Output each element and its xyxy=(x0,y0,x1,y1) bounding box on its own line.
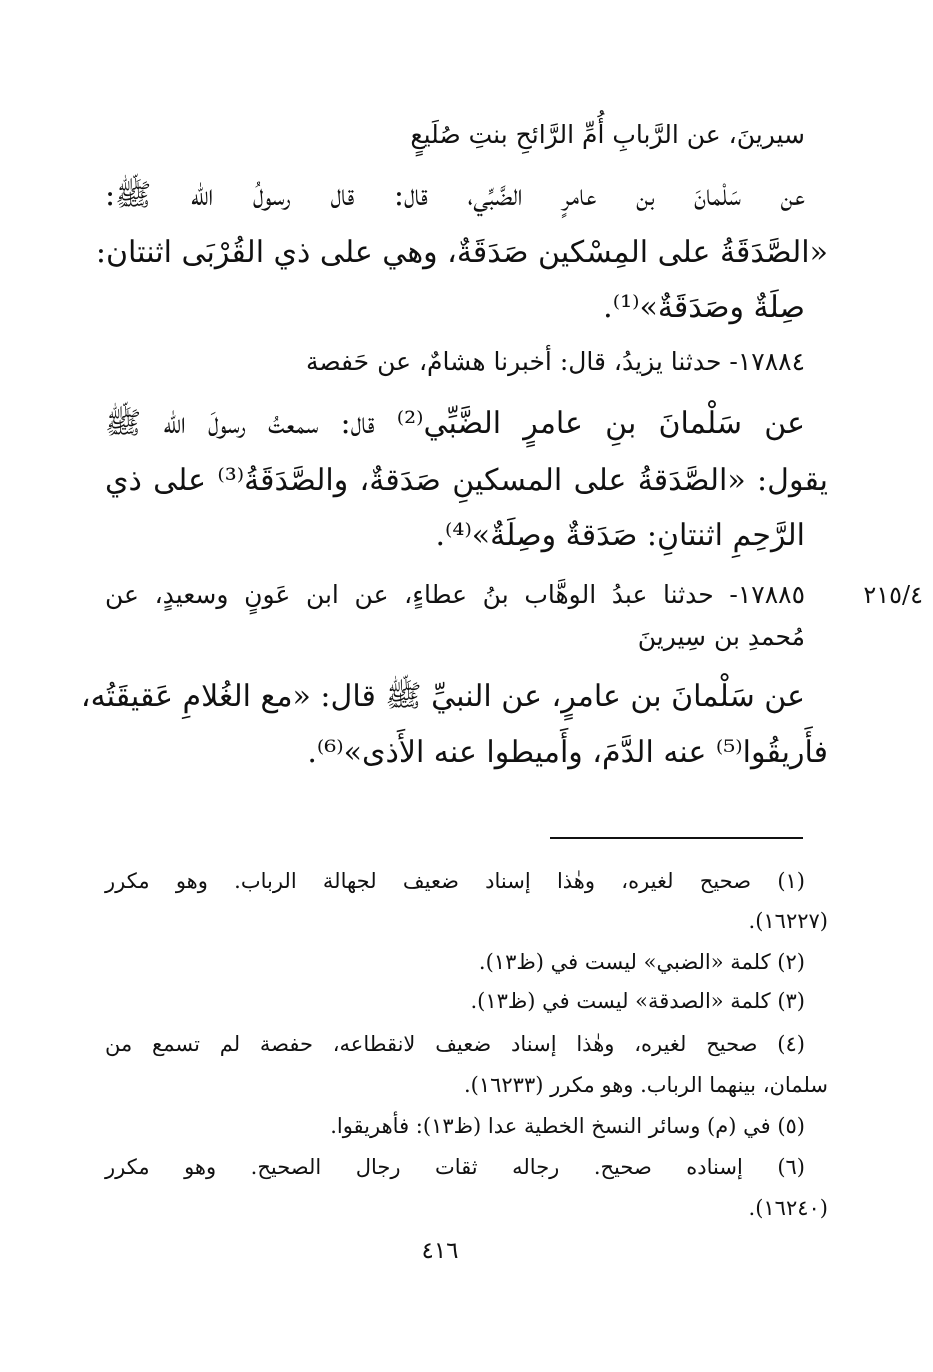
hadith-header: مُحمدِ بن سِيرينَ xyxy=(637,622,805,651)
text-line: فأَريقُوا⁽⁵⁾ عنه الدَّمَ، وأَميطوا عنه الأَذى»⁽⁶⁾. xyxy=(307,735,828,770)
text-line: الرَّحِمِ اثنتانِ: صَدَقةٌ وصِلَةٌ»⁽⁴⁾. xyxy=(435,518,805,553)
footnote-divider xyxy=(550,837,803,839)
text-line: عن سَلْمانَ بن عامرٍ، عن النبيِّ ﷺ قال: «مع الغُلامِ عَقيقَتُه، xyxy=(80,679,805,714)
text-line: عن سَلْمانَ بن عامرٍ الضَّبِّي، قال: قال رسولُ الله ﷺ: xyxy=(105,178,805,213)
text-line: «الصَّدَقَةُ على المِسْكين صَدَقَةٌ، وهي على ذي القُرْبَى اثنتان: xyxy=(95,235,828,270)
text-line: سيرينَ، عن الرَّبابِ أُمِّ الرَّائحِ بنتِ صُلَيعٍ xyxy=(410,120,805,149)
text-line: صِلَةٌ وصَدَقَةٌ»⁽¹⁾. xyxy=(603,290,805,325)
hadith-header: ١٧٨٨٤- حدثنا يزيدُ، قال: أخبرنا هشامٌ، عن حَفصة xyxy=(305,347,805,376)
footnote-line: (٦) إسناده صحيح. رجاله ثقات رجال الصحيح. وهو مكرر xyxy=(105,1155,805,1179)
footnote-line: (٣) كلمة «الصدقة» ليست في (ظ١٣). xyxy=(470,989,805,1013)
text-line: عن سَلْمانَ بنِ عامرٍ الضَّبِّي⁽²⁾ قال: سمعتُ رسولَ الله ﷺ xyxy=(105,406,805,441)
text-line: يقول: «الصَّدَقةُ على المسكينِ صَدَقةٌ، والصَّدَقَةُ⁽³⁾ على ذي xyxy=(105,463,828,498)
footnote-line: (١٦٢٢٧). xyxy=(748,909,828,933)
hadith-header: ١٧٨٨٥- حدثنا عبدُ الوهَّاب بنُ عطاءٍ، عن ابن عَونٍ وسعيدٍ، عن xyxy=(105,580,805,609)
footnote-line: (٤) صحيح لغيره، وهٰذا إسناد ضعيف لانقطاعه، حفصة لم تسمع من xyxy=(105,1032,805,1056)
footnote-line: سلمان، بينهما الرباب. وهو مكرر (١٦٢٣٣). xyxy=(463,1073,828,1097)
page-number: ٤١٦ xyxy=(421,1238,459,1264)
footnote-line: (٢) كلمة «الضبي» ليست في (ظ١٣). xyxy=(478,950,805,974)
footnote-line: (١) صحيح لغيره، وهٰذا إسناد ضعيف لجهالة الرباب. وهو مكرر xyxy=(105,869,805,893)
margin-reference: ٢١٥/٤ xyxy=(863,581,923,609)
footnote-line: (٥) في (م) وسائر النسخ الخطية عدا (ظ١٣): فأهريقوا. xyxy=(330,1114,805,1138)
footnote-line: (١٦٢٤٠). xyxy=(748,1196,828,1220)
